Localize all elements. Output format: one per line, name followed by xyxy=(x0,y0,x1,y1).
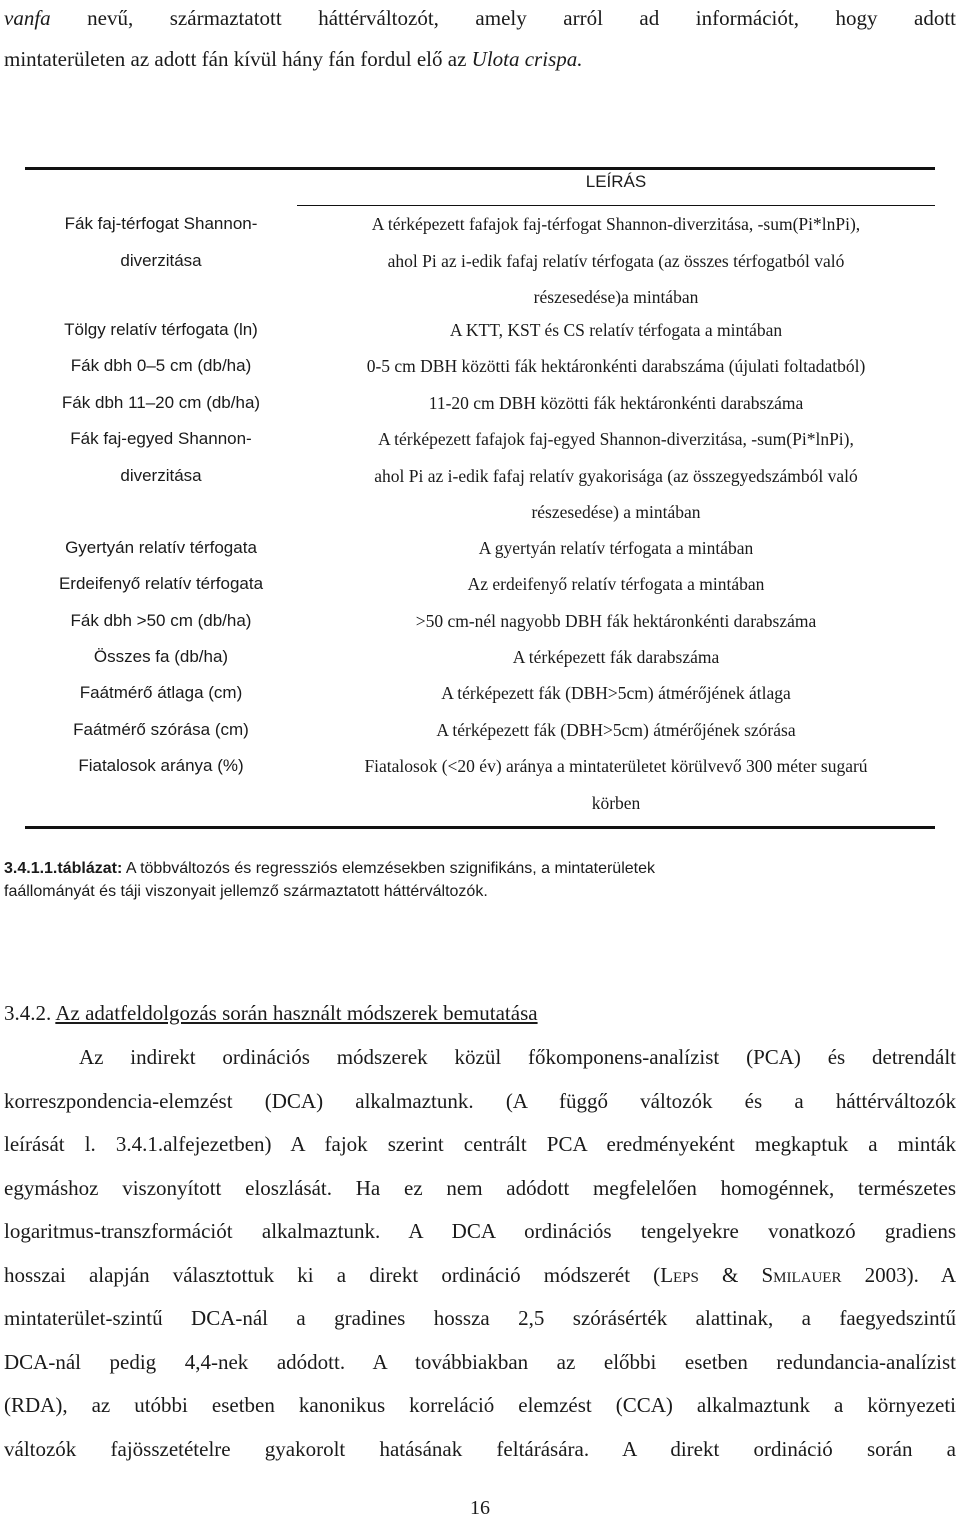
table-top-rule xyxy=(25,167,935,170)
paragraph-line: mintaterület-szintű DCA-nál a gradines hossza 2,5 szórásérték alattinak, a faegyedszintű xyxy=(4,1306,956,1330)
variable-name: Fák dbh 11–20 cm (db/ha) xyxy=(61,393,261,412)
paragraph-line: változók fajösszetételre gyakorolt hatásának feltárására. A direkt ordináció során a xyxy=(4,1436,956,1461)
variable-description: A térképezett fák darabszáma xyxy=(512,647,720,667)
variable-name: Faátmérő átlaga (cm) xyxy=(79,683,243,702)
paragraph-line: DCA-nál pedig 4,4-nek adódott. A továbbiakban az előbbi esetben redundancia-analízist xyxy=(4,1349,956,1374)
paragraph-line: mintaterületen az adott fán kívül hány fán fordul elő az Ulota crispa. xyxy=(4,47,583,71)
variable-name: Tölgy relatív térfogata (ln) xyxy=(64,320,258,339)
table-bottom-rule xyxy=(25,826,935,829)
paragraph-line: hosszai alapján választottuk ki a direkt ordináció módszerét (Leps & Smilauer 2003). A xyxy=(4,1262,956,1287)
caption-label: 3.4.1.1.táblázat: xyxy=(4,860,123,877)
body-paragraph xyxy=(4,1036,956,1471)
variable-name: Fiatalosok aránya (%) xyxy=(78,756,244,775)
variable-description: A gyertyán relatív térfogata a mintában xyxy=(478,538,754,558)
variable-name: Gyertyán relatív térfogata xyxy=(65,538,257,557)
paragraph-line: (RDA), az utóbbi esetben kanonikus korreláció elemzést (CCA) alkalmaztunk a környezeti xyxy=(4,1393,956,1417)
variable-name: Fák dbh 0–5 cm (db/ha) xyxy=(70,356,252,375)
variable-description: 11-20 cm DBH közötti fák hektáronkénti darabszáma xyxy=(428,393,804,413)
variable-description: A térképezett fák (DBH>5cm) átmérőjének átlaga xyxy=(441,683,791,703)
variable-description: A KTT, KST és CS relatív térfogata a mintában xyxy=(449,320,783,340)
paragraph-line: korreszpondencia-elemzést (DCA) alkalmaztunk. (A függő változók és a háttérváltozók xyxy=(4,1088,956,1113)
variable-description: A térképezett fafajok faj-térfogat Shannon-diverzitása, -sum(Pi*lnPi), ahol Pi az i-edik fafaj relatív térfogata (az összes térfogatból való részesedése)a mintában xyxy=(371,214,861,307)
table-column-header: LEÍRÁS xyxy=(585,172,647,191)
section-title: Az adatfeldolgozás során használt módszerek bemutatása xyxy=(55,1001,538,1025)
variable-name: Faátmérő szórása (cm) xyxy=(73,720,249,739)
continuation-paragraph xyxy=(4,0,956,80)
variable-description: A térképezett fák (DBH>5cm) átmérőjének szórása xyxy=(436,720,796,740)
section-heading xyxy=(4,999,538,1027)
page-number: 16 xyxy=(470,1497,490,1519)
species-name: vanfa xyxy=(4,6,51,30)
paragraph-line: Az indirekt ordinációs módszerek közül főkomponens-analízist (PCA) és detrendált xyxy=(79,1045,956,1069)
variable-description: >50 cm-nél nagyobb DBH fák hektáronkénti darabszáma xyxy=(415,611,817,631)
variable-name: Fák dbh >50 cm (db/ha) xyxy=(70,611,252,630)
table-caption: 3.4.1.1.táblázat: A többváltozós és regressziós elemzésekben szignifikáns, a mintaterületek faállományát és táji viszonyait jellemző származtatott háttérváltozók. xyxy=(4,860,655,900)
variable-name: Fák faj-térfogat Shannon- diverzitása xyxy=(64,214,258,270)
variable-description: Fiatalosok (<20 év) aránya a mintaterületet körülvevő 300 méter sugarú körben xyxy=(364,756,868,813)
paragraph-line: vanfa nevű, származtatott háttérváltozót, amely arról ad információt, hogy adott xyxy=(4,6,956,30)
variable-description: A térképezett fafajok faj-egyed Shannon-diverzitása, -sum(Pi*lnPi), ahol Pi az i-edik fafaj relatív gyakorisága (az összegyedszámból való részesedése) a mintában xyxy=(374,429,858,522)
variable-name: Erdeifenyő relatív térfogata xyxy=(58,574,264,593)
species-name: Ulota crispa. xyxy=(471,47,583,71)
variable-description: 0-5 cm DBH közötti fák hektáronkénti darabszáma (újulati foltadatból) xyxy=(366,356,866,376)
variable-description: Az erdeifenyő relatív térfogata a mintában xyxy=(467,574,765,594)
paragraph-line: egymáshoz viszonyított eloszlását. Ha ez nem adódott megfelelően homogénnek, természetes xyxy=(4,1175,956,1200)
author-name: Smilauer xyxy=(761,1262,842,1287)
variable-name: Fák faj-egyed Shannon- diverzitása xyxy=(70,429,252,485)
paragraph-line: leírását l. 3.4.1.alfejezetben) A fajok szerint centrált PCA eredményeként megkaptuk a minták xyxy=(4,1132,956,1156)
section-number: 3.4.2. xyxy=(4,1001,52,1025)
paragraph-line: logaritmus-transzformációt alkalmaztunk. A DCA ordinációs tengelyekre vonatkozó gradiens xyxy=(4,1219,956,1243)
author-name: Leps xyxy=(660,1262,699,1287)
variable-name: Összes fa (db/ha) xyxy=(93,647,229,666)
